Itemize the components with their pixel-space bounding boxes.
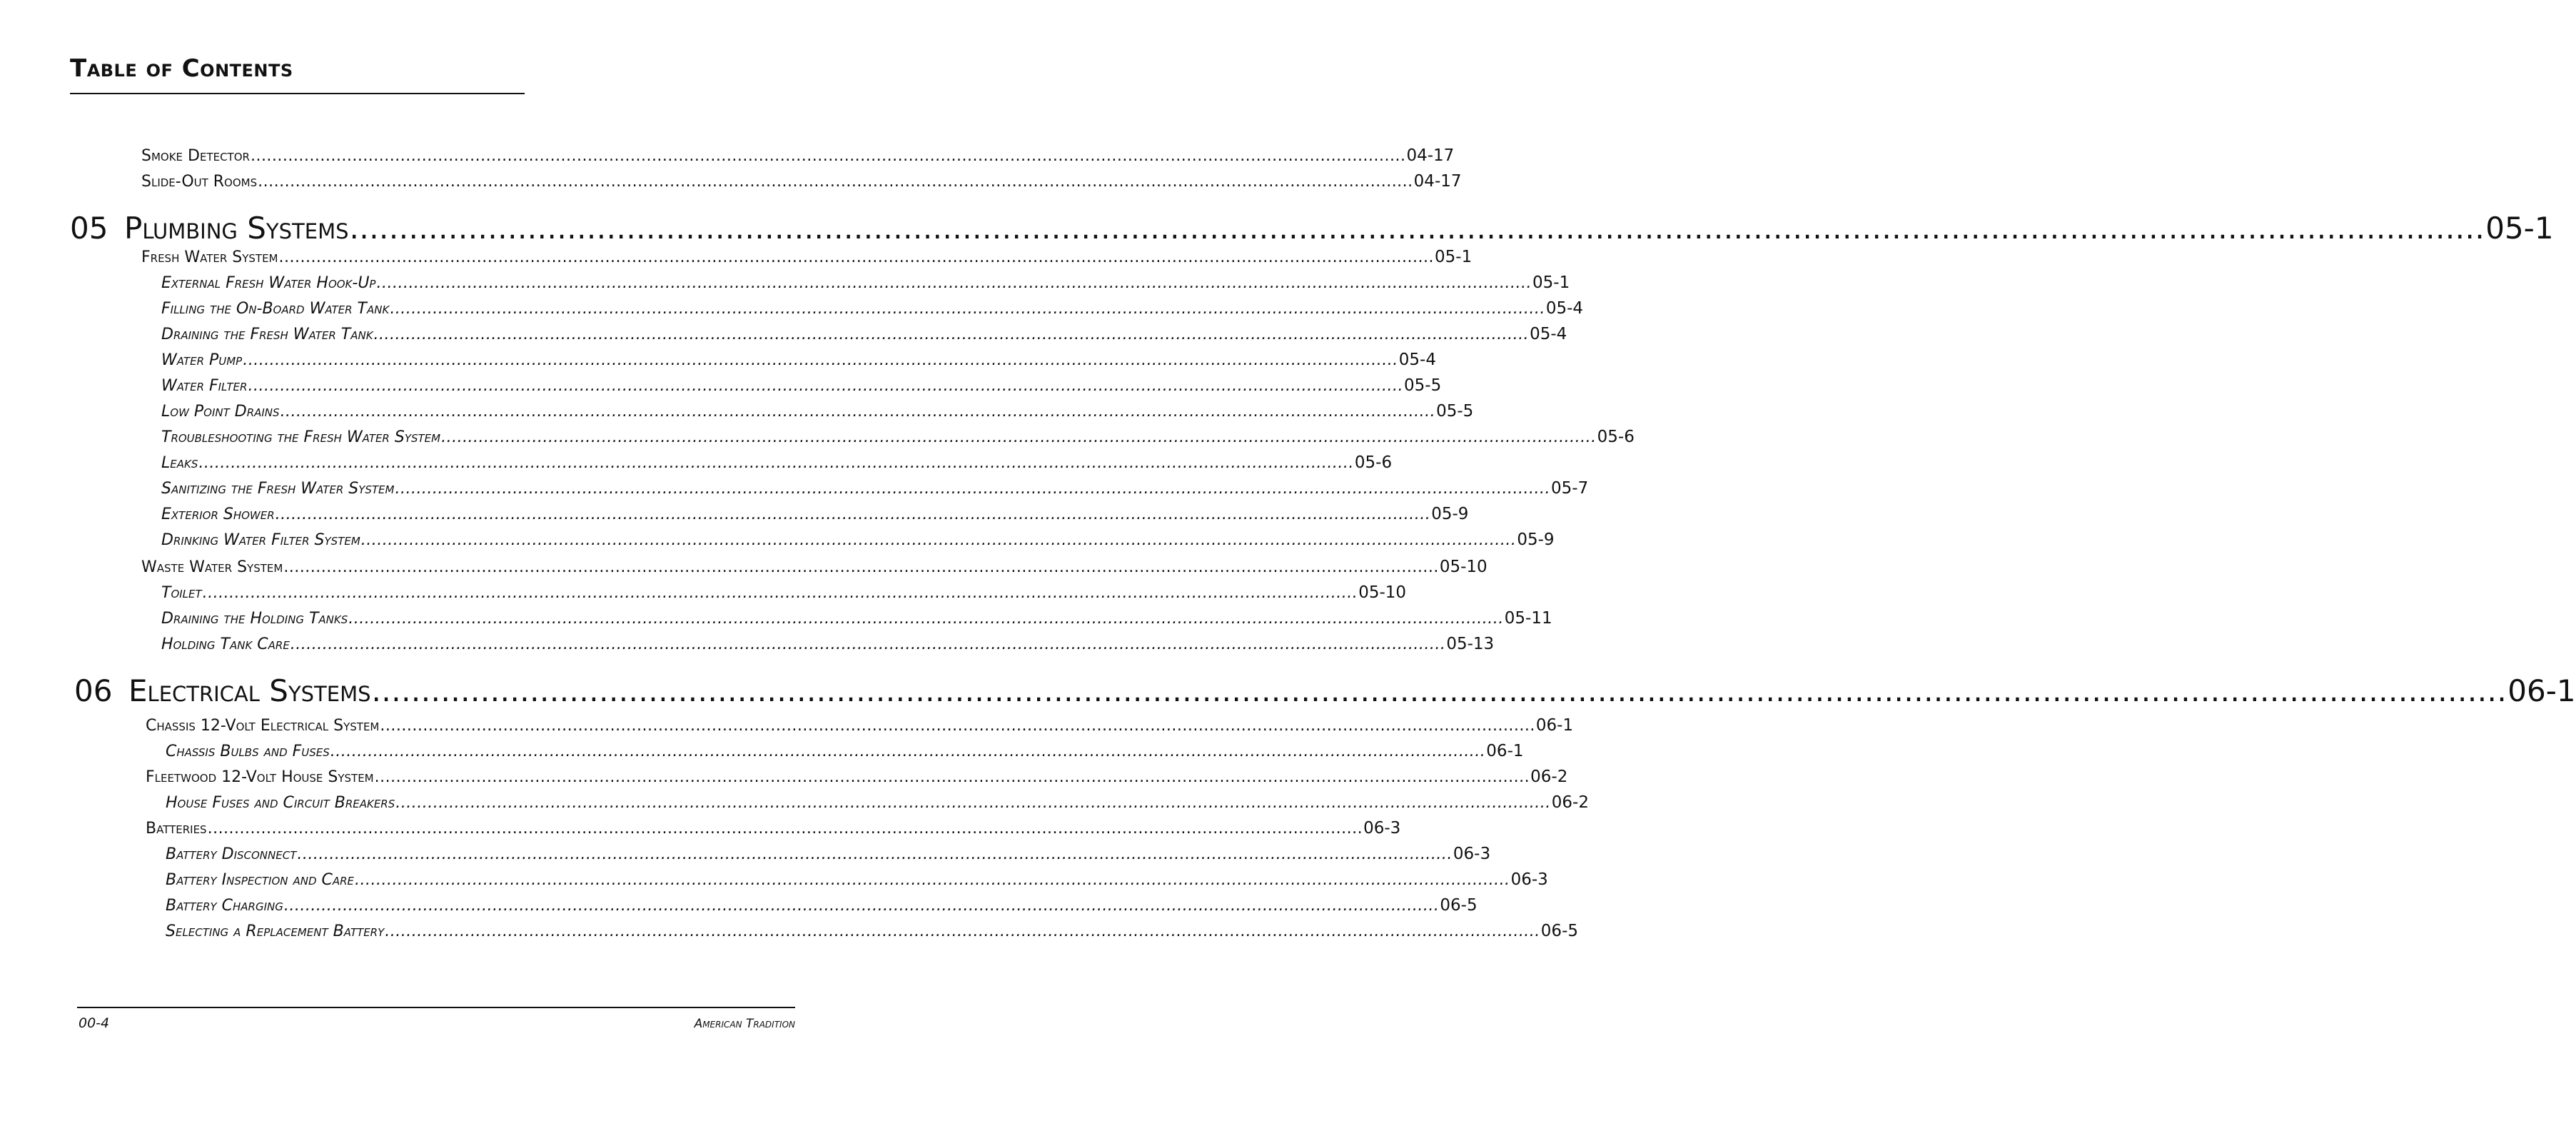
- entry-page-number: 05-5: [1436, 402, 1474, 421]
- chapter-entry[interactable]: [74, 673, 2576, 708]
- subsection-entry[interactable]: [161, 476, 1589, 501]
- entry-label: Water Filter: [161, 377, 248, 395]
- dot-leader: ........................................................................................................................................................................................................................: [283, 558, 1439, 576]
- entry-page-number: 06-3: [1363, 819, 1401, 838]
- entry-label: Chassis 12-Volt Electrical System: [146, 717, 380, 735]
- publication-name: American Tradition: [694, 1017, 795, 1031]
- dot-leader: ........................................................................................................................................................................................................................: [373, 326, 1530, 343]
- entry-page-number: 05-9: [1431, 505, 1469, 523]
- subsection-entry[interactable]: [161, 631, 1495, 657]
- entry-label: Draining the Holding Tanks: [161, 610, 348, 628]
- section-entry[interactable]: [146, 713, 1574, 738]
- entry-page-number: 06-2: [1551, 793, 1589, 812]
- entry-page-number: 05-1: [1532, 273, 1570, 292]
- dot-leader: ........................................................................................................................................................................................................................: [441, 428, 1597, 446]
- entry-label: House Fuses and Circuit Breakers: [166, 794, 395, 812]
- dot-leader: ........................................................................................................................................................................................................................: [248, 377, 1403, 395]
- entry-page-number: 04-17: [1406, 146, 1455, 165]
- subsection-entry[interactable]: [161, 347, 1436, 373]
- section-entry[interactable]: [141, 169, 1462, 194]
- subsection-entry[interactable]: [166, 738, 1524, 764]
- entry-page-number: 04-17: [1413, 172, 1462, 191]
- dot-leader: ........................................................................................................................................................................................................................: [275, 506, 1431, 523]
- entry-page-number: 06-1: [1535, 716, 1574, 735]
- entry-page-number: 05-4: [1398, 351, 1436, 369]
- entry-page-number: 05-6: [1597, 428, 1635, 446]
- entry-label: Chassis Bulbs and Fuses: [166, 743, 330, 760]
- dot-leader: ........................................................................................................................................................................................................................: [348, 610, 1504, 628]
- entry-label: Holding Tank Care: [161, 635, 290, 653]
- entry-label: Batteries: [146, 820, 207, 838]
- entry-page-number: 05-9: [1517, 531, 1555, 549]
- entry-label: Smoke Detector: [141, 147, 250, 165]
- subsection-entry[interactable]: [166, 893, 1478, 918]
- entry-label: External Fresh Water Hook-Up: [161, 274, 376, 292]
- page-title: Table of Contents: [70, 54, 293, 83]
- entry-page-number: 06-1: [2507, 673, 2576, 708]
- dot-leader: ........................................................................................................................................................................................................................: [390, 300, 1545, 318]
- dot-leader: ........................................................................................................................................................................................................................: [355, 871, 1510, 889]
- subsection-entry[interactable]: [161, 450, 1393, 476]
- entry-page-number: 05-13: [1446, 635, 1495, 653]
- subsection-entry[interactable]: [161, 270, 1570, 296]
- entry-label: Battery Inspection and Care: [166, 871, 355, 889]
- entry-label: [70, 211, 349, 246]
- entry-label: Filling the On-Board Water Tank: [161, 300, 390, 318]
- entry-page-number: 06-5: [1540, 922, 1578, 940]
- chapter-number: 06: [74, 673, 113, 708]
- subsection-entry[interactable]: [161, 373, 1442, 398]
- dot-leader: ........................................................................................................................................................................................................................: [290, 635, 1446, 653]
- chapter-title: Plumbing Systems: [124, 211, 349, 246]
- entry-label: Water Pump: [161, 351, 243, 369]
- subsection-entry[interactable]: [161, 580, 1407, 605]
- entry-page-number: 05-1: [2485, 211, 2554, 246]
- dot-leader: ........................................................................................................................................................................................................................: [207, 820, 1363, 838]
- entry-label: Fleetwood 12-Volt House System: [146, 768, 374, 786]
- dot-leader: ........................................................................................................................................................................................................................: [278, 248, 1435, 266]
- entry-label: Waste Water System: [141, 558, 283, 576]
- entry-page-number: 06-2: [1530, 768, 1568, 786]
- entry-label: Fresh Water System: [141, 248, 278, 266]
- entry-label: Toilet: [161, 584, 202, 602]
- entry-page-number: 05-11: [1504, 609, 1552, 628]
- dot-leader: ........................................................................................................................................................................................................................: [395, 480, 1550, 498]
- entry-label: Exterior Shower: [161, 506, 275, 523]
- subsection-entry[interactable]: [166, 867, 1548, 893]
- entry-label: Selecting a Replacement Battery: [166, 923, 385, 940]
- dot-leader: ........................................................................................................................................................................................................................: [374, 768, 1530, 786]
- entry-page-number: 05-1: [1435, 248, 1473, 266]
- chapter-entry[interactable]: [70, 211, 2554, 246]
- entry-label: Troubleshooting the Fresh Water System: [161, 428, 441, 446]
- entry-page-number: 05-5: [1404, 376, 1442, 395]
- dot-leader: ........................................................................................................................................................................................................................: [380, 717, 1535, 735]
- entry-page-number: 06-3: [1510, 870, 1548, 889]
- subsection-entry[interactable]: [166, 918, 1578, 944]
- dot-leader: ........................................................................................................................................................................................................................: [330, 743, 1486, 760]
- subsection-entry[interactable]: [161, 321, 1567, 347]
- dot-leader: ........................................................................................................................................................................................................................: [297, 845, 1453, 863]
- dot-leader: ........................................................................................................................................................................................................................: [198, 454, 1354, 472]
- entry-label: [74, 674, 371, 708]
- entry-label: Low Point Drains: [161, 403, 280, 421]
- entry-page-number: 05-7: [1551, 479, 1589, 498]
- entry-page-number: 05-4: [1545, 299, 1584, 318]
- page-number: 00-4: [79, 1015, 110, 1031]
- dot-leader: ........................................................................................................................................................................................................................: [360, 531, 1517, 549]
- chapter-title: Electrical Systems: [128, 673, 371, 708]
- entry-label: Sanitizing the Fresh Water System: [161, 480, 395, 498]
- dot-leader: ........................................................................................................................................................................................................................: [258, 173, 1413, 191]
- entry-label: Drinking Water Filter System: [161, 531, 360, 549]
- entry-page-number: 05-10: [1358, 583, 1407, 602]
- subsection-entry[interactable]: [161, 398, 1474, 424]
- dot-leader: ........................................................................................................................................................................................................................: [371, 673, 2507, 708]
- subsection-entry[interactable]: [161, 605, 1552, 631]
- dot-leader: ........................................................................................................................................................................................................................: [349, 211, 2485, 246]
- chapter-number: 05: [70, 211, 108, 246]
- section-entry[interactable]: [146, 764, 1568, 790]
- section-entry[interactable]: [141, 143, 1455, 169]
- entry-label: Leaks: [161, 454, 198, 472]
- entry-page-number: 05-10: [1439, 558, 1487, 576]
- entry-page-number: 05-4: [1530, 325, 1567, 343]
- entry-label: Battery Charging: [166, 897, 283, 915]
- dot-leader: ........................................................................................................................................................................................................................: [250, 147, 1406, 165]
- dot-leader: ........................................................................................................................................................................................................................: [243, 351, 1398, 369]
- subsection-entry[interactable]: [161, 296, 1584, 321]
- dot-leader: ........................................................................................................................................................................................................................: [283, 897, 1440, 915]
- entry-page-number: 06-5: [1440, 896, 1478, 915]
- entry-page-number: 06-1: [1486, 742, 1524, 760]
- dot-leader: ........................................................................................................................................................................................................................: [280, 403, 1436, 421]
- entry-label: Draining the Fresh Water Tank: [161, 326, 373, 343]
- entry-label: Battery Disconnect: [166, 845, 297, 863]
- entry-page-number: 05-6: [1354, 453, 1393, 472]
- subsection-entry[interactable]: [161, 527, 1555, 553]
- subsection-entry[interactable]: [166, 790, 1589, 815]
- entry-label: Slide-Out Rooms: [141, 173, 258, 191]
- subsection-entry[interactable]: [161, 501, 1469, 527]
- dot-leader: ........................................................................................................................................................................................................................: [376, 274, 1532, 292]
- section-entry[interactable]: [141, 554, 1487, 580]
- dot-leader: ........................................................................................................................................................................................................................: [385, 923, 1540, 940]
- dot-leader: ........................................................................................................................................................................................................................: [202, 584, 1358, 602]
- dot-leader: ........................................................................................................................................................................................................................: [395, 794, 1551, 812]
- section-entry[interactable]: [146, 815, 1401, 841]
- footer-divider: [77, 1007, 795, 1008]
- subsection-entry[interactable]: [161, 424, 1635, 450]
- subsection-entry[interactable]: [166, 841, 1491, 867]
- section-entry[interactable]: [141, 244, 1473, 270]
- entry-page-number: 06-3: [1453, 845, 1491, 863]
